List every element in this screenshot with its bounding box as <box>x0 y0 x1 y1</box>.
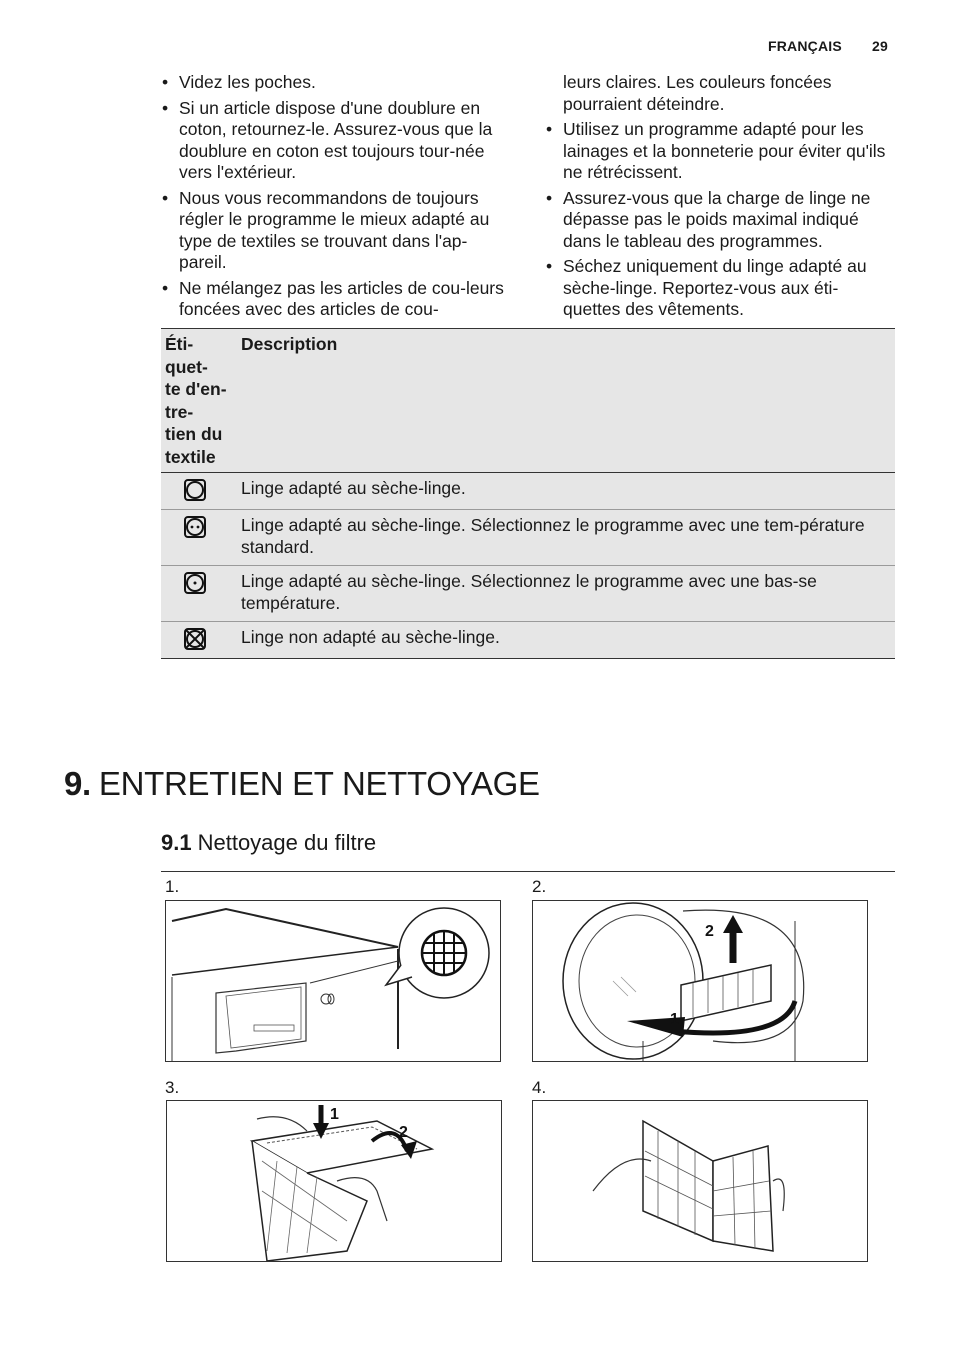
row-description: Linge non adapté au sèche-linge. <box>241 622 895 659</box>
section-title: ENTRETIEN ET NETTOYAGE <box>98 765 540 802</box>
table-row <box>161 622 895 659</box>
table-header-row <box>161 329 895 473</box>
callout: 1 <box>330 1106 339 1123</box>
table-row <box>161 473 895 510</box>
step-label: 4. <box>532 1078 547 1097</box>
list-item-continuation: leurs claires. Les couleurs foncées pourraient déteindre. <box>563 72 832 114</box>
subsection-heading <box>161 830 376 856</box>
tumble-dry-icon <box>183 478 207 502</box>
left-column <box>161 72 511 325</box>
table-row <box>161 510 895 566</box>
subsection-title: Nettoyage du filtre <box>197 830 377 855</box>
care-label-table <box>161 328 895 659</box>
list-item: • Utilisez un programme adapté pour les lainages et la bonneterie pour éviter qu'ils ne rétrécissent. <box>545 119 895 184</box>
header-care-label: Éti- quet- te d'en- tre- tien du textile <box>161 329 241 473</box>
page-number: 29 <box>872 38 888 54</box>
tumble-dry-low-temp-icon <box>183 571 207 595</box>
page-header <box>768 38 888 54</box>
step-label: 3. <box>165 1078 180 1097</box>
step-label: 1. <box>165 877 180 896</box>
do-not-tumble-dry-icon <box>183 627 207 651</box>
row-description: Linge adapté au sèche-linge. <box>241 473 895 510</box>
list-item: • Nous vous recommandons de toujours régler le programme le mieux adapté au type de textiles se trouvant dans l'ap-pareil. <box>161 188 511 274</box>
callout: 1 <box>670 1011 679 1028</box>
list-item: • Ne mélangez pas les articles de cou-leurs foncées avec des articles de cou- <box>161 278 511 321</box>
step-1-illustration <box>165 900 501 1062</box>
list-item: • Videz les poches. <box>161 72 511 94</box>
step-4-illustration <box>532 1100 868 1262</box>
step-label: 2. <box>532 877 547 896</box>
table-row <box>161 566 895 622</box>
list-item: • Assurez-vous que la charge de linge ne dépasse pas le poids maximal indiqué dans le tableau des programmes. <box>545 188 895 253</box>
subsection-rule <box>161 871 895 872</box>
right-column <box>545 72 895 325</box>
section-heading <box>64 765 540 803</box>
list-item: • Séchez uniquement du linge adapté au sèche-linge. Reportez-vous aux éti-quettes des vêtements. <box>545 256 895 321</box>
header-language: FRANÇAIS <box>767 38 842 54</box>
subsection-number: 9.1 <box>161 830 192 855</box>
tumble-dry-normal-temp-icon <box>183 515 207 539</box>
callout: 2 <box>705 923 714 940</box>
list-item: • Si un article dispose d'une doublure en coton, retournez-le. Assurez-vous que la doublure en coton est toujours tour-née vers l'extérieur. <box>161 98 511 184</box>
step-2-illustration <box>532 900 868 1062</box>
row-description: Linge adapté au sèche-linge. Sélectionnez le programme avec une tem-pérature standard. <box>241 510 895 566</box>
callout: 2 <box>399 1124 408 1141</box>
row-description: Linge adapté au sèche-linge. Sélectionnez le programme avec une bas-se température. <box>241 566 895 622</box>
section-number: 9. <box>64 765 91 802</box>
header-description: Description <box>241 329 895 473</box>
step-3-illustration <box>166 1100 502 1262</box>
